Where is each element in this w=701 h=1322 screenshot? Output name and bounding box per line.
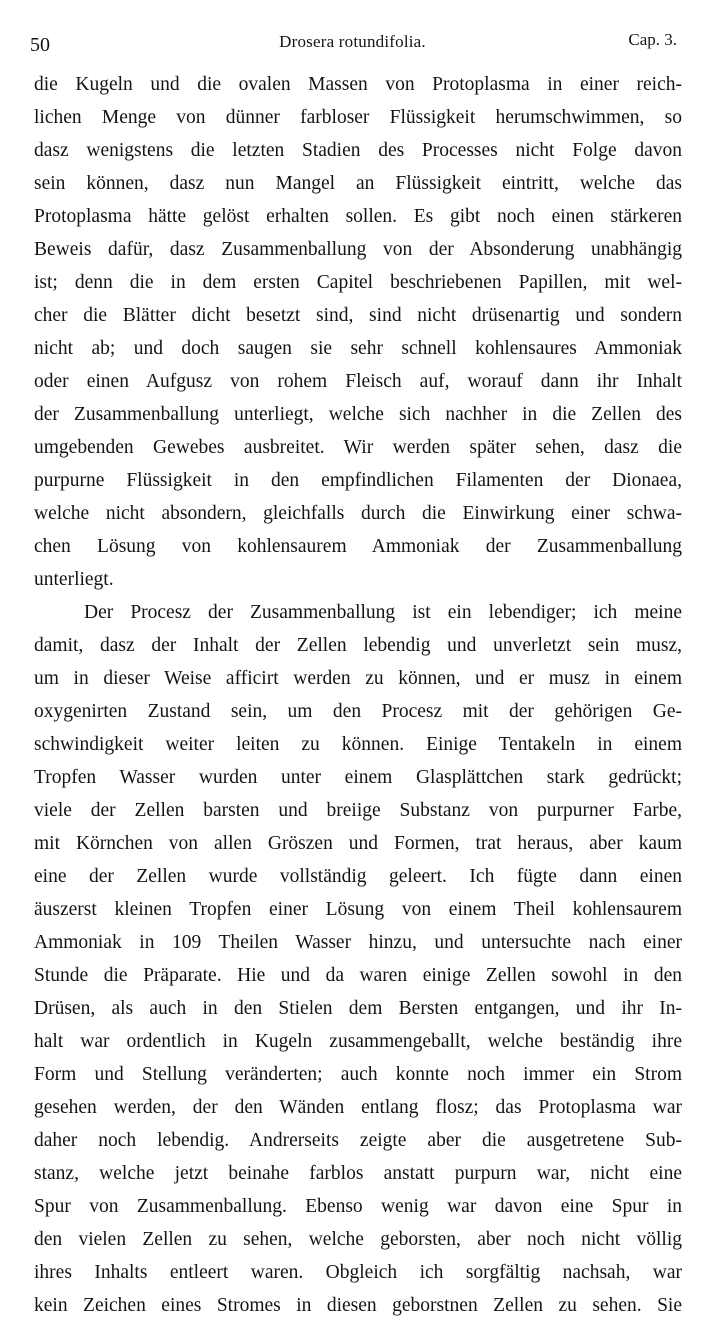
chapter-label: Cap. 3. — [628, 30, 677, 49]
text-line: Ammoniak in 109 Theilen Wasser hinzu, und untersuchte nach einer — [34, 932, 682, 953]
text-line: die Kugeln und die ovalen Massen von Protoplasma in einer reich- — [34, 74, 682, 95]
text-line: oder einen Aufgusz von rohem Fleisch auf, worauf dann ihr Inhalt — [34, 371, 682, 392]
text-line: Stunde die Präparate. Hie und da waren einige Zellen sowohl in den — [34, 965, 682, 986]
text-line: der Zusammenballung unterliegt, welche sich nachher in die Zellen des — [34, 404, 682, 425]
text-line: gesehen werden, der den Wänden entlang flosz; das Protoplasma war — [34, 1097, 682, 1118]
text-line: Beweis dafür, dasz Zusammenballung von der Absonderung unabhängig — [34, 239, 682, 260]
text-line: ihres Inhalts entleert waren. Obgleich ich sorgfältig nachsah, war — [34, 1262, 682, 1283]
page-header — [28, 30, 677, 58]
text-line: viele der Zellen barsten und breiige Substanz von purpurner Farbe, — [34, 800, 682, 821]
text-line: welche nicht absondern, gleichfalls durch die Einwirkung einer schwa- — [34, 503, 682, 524]
text-line: cher die Blätter dicht besetzt sind, sind nicht drüsenartig und sondern — [34, 305, 682, 326]
text-line: den vielen Zellen zu sehen, welche geborsten, aber noch nicht völlig — [34, 1229, 682, 1250]
text-line: Form und Stellung veränderten; auch konnte noch immer ein Strom — [34, 1064, 682, 1085]
text-line: stanz, welche jetzt beinahe farblos anstatt purpurn war, nicht eine — [34, 1163, 682, 1184]
text-line: äuszerst kleinen Tropfen einer Lösung von einem Theil kohlensaurem — [34, 899, 682, 920]
text-line: damit, dasz der Inhalt der Zellen lebendig und unverletzt sein musz, — [34, 635, 682, 656]
text-line: halt war ordentlich in Kugeln zusammengeballt, welche beständig ihre — [34, 1031, 682, 1052]
text-line: umgebenden Gewebes ausbreitet. Wir werden später sehen, dasz die — [34, 437, 682, 458]
running-title: Drosera rotundifolia. — [279, 32, 426, 51]
text-line: purpurne Flüssigkeit in den empfindlichen Filamenten der Dionaea, — [34, 470, 682, 491]
text-line: Protoplasma hätte gelöst erhalten sollen. Es gibt noch einen stärkeren — [34, 206, 682, 227]
page-number: 50 — [30, 34, 50, 56]
text-line: Spur von Zusammenballung. Ebenso wenig war davon eine Spur in — [34, 1196, 682, 1217]
text-line: eine der Zellen wurde vollständig geleert. Ich fügte dann einen — [34, 866, 682, 887]
text-line: Drüsen, als auch in den Stielen dem Bersten entgangen, und ihr In- — [34, 998, 682, 1019]
text-line: ist; denn die in dem ersten Capitel beschriebenen Papillen, mit wel- — [34, 272, 682, 293]
text-line: sein können, dasz nun Mangel an Flüssigkeit eintritt, welche das — [34, 173, 682, 194]
text-line: chen Lösung von kohlensaurem Ammoniak der Zusammenballung — [34, 536, 682, 557]
text-line: unterliegt. — [34, 569, 114, 590]
text-line: daher noch lebendig. Andrerseits zeigte aber die ausgetretene Sub- — [34, 1130, 682, 1151]
text-line: kein Zeichen eines Stromes in diesen geborstnen Zellen zu sehen. Sie — [34, 1295, 682, 1316]
text-line: nicht ab; und doch saugen sie sehr schnell kohlensaures Ammoniak — [34, 338, 682, 359]
text-line: Der Procesz der Zusammenballung ist ein lebendiger; ich meine — [84, 602, 682, 623]
text-line: um in dieser Weise afficirt werden zu können, und er musz in einem — [34, 668, 682, 689]
text-line: lichen Menge von dünner farbloser Flüssigkeit herumschwimmen, so — [34, 107, 682, 128]
text-line: schwindigkeit weiter leiten zu können. Einige Tentakeln in einem — [34, 734, 682, 755]
text-line: mit Körnchen von allen Gröszen und Formen, trat heraus, aber kaum — [34, 833, 682, 854]
text-line: Tropfen Wasser wurden unter einem Glasplättchen stark gedrückt; — [34, 767, 682, 788]
text-line: oxygenirten Zustand sein, um den Procesz mit der gehörigen Ge- — [34, 701, 682, 722]
text-line: dasz wenigstens die letzten Stadien des Processes nicht Folge davon — [34, 140, 682, 161]
body-text — [34, 68, 682, 1322]
